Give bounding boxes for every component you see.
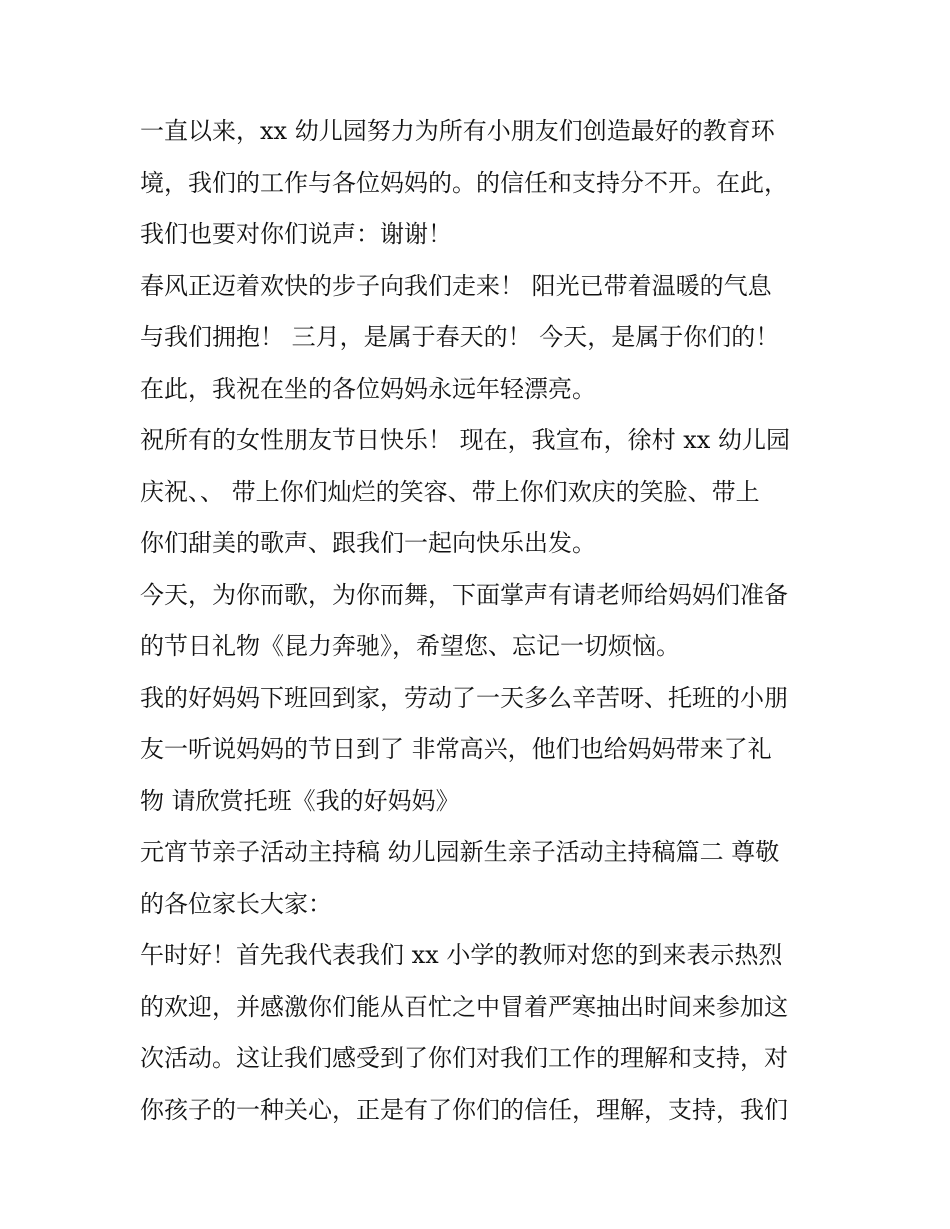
- text-line: 你们甜美的歌声、跟我们一起向快乐出发。: [140, 529, 596, 557]
- text-line: 你孩子的一种关心，正是有了你们的信任，理解，支持，我们: [140, 1095, 788, 1124]
- text-line: 我们也要对你们说声：谢谢！: [140, 220, 452, 248]
- text-line: 祝所有的女性朋友节日快乐！ 现在，我宣布，徐村 xx 幼儿园: [140, 426, 790, 454]
- text-line: 的各位家长大家：: [140, 889, 332, 918]
- text-line: 午时好！首先我代表我们 xx 小学的教师对您的到来表示热烈: [140, 941, 783, 969]
- text-line: 在此，我祝在坐的各位妈妈永远年轻漂亮。: [140, 374, 596, 403]
- text-line: 的节日礼物《昆力奔驰》，希望您、忘记一切烦恼。: [140, 632, 680, 660]
- text-line: 境，我们的工作与各位妈妈的。的信任和支持分不开。在此，: [140, 168, 788, 197]
- text-line: 一直以来，xx 幼儿园努力为所有小朋友们创造最好的教育环: [140, 117, 775, 145]
- text-line: 我的好妈妈下班回到家，劳动了一天多么辛苦呀、托班的小朋: [140, 683, 788, 712]
- text-line: 春风正迈着欢快的步子向我们走来！ 阳光已带着温暖的气息: [140, 271, 772, 300]
- text-line: 庆祝、、 带上你们灿烂的笑容、带上你们欢庆的笑脸、带上: [140, 477, 760, 506]
- text-line: 与我们拥抱！ 三月，是属于春天的！ 今天，是属于你们的！: [140, 323, 780, 351]
- document-body: [140, 106, 830, 1136]
- text-line: 今天，为你而歌，为你而舞，下面掌声有请老师给妈妈们准备: [140, 580, 788, 609]
- text-line: 物 请欣赏托班《我的好妈妈》: [140, 786, 460, 815]
- text-line: 的欢迎，并感激你们能从百忙之中冒着严寒抽出时间来参加这: [140, 992, 788, 1021]
- text-line: 次活动。这让我们感受到了你们对我们工作的理解和支持，对: [140, 1044, 788, 1072]
- text-line: 元宵节亲子活动主持稿 幼儿园新生亲子活动主持稿篇二 尊敬: [140, 838, 780, 866]
- text-line: 友一听说妈妈的节日到了 非常高兴，他们也给妈妈带来了礼: [140, 735, 772, 763]
